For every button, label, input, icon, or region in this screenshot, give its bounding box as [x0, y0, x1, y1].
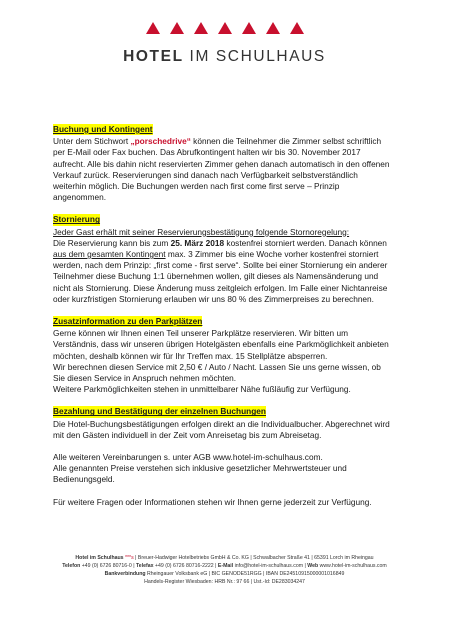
storno-t1: Die Reservierung kann bis zum — [53, 237, 171, 248]
triangle-icon — [170, 22, 184, 34]
footer-line-2 — [0, 562, 449, 570]
triangle-icon — [218, 22, 232, 34]
footer-line-1 — [0, 554, 449, 562]
buchung-t1: Unter dem Stichwort — [53, 136, 131, 147]
brand-name — [0, 48, 449, 66]
storno-t4: max. 3 Zimmer bis eine Woche vorher kostenfrei storniert werden, nach dem Prinzip: „first come - first serve“. Sollte bei einer Stornierung ein anderer Teilnehmer diese Buchung 1:1 übernehmen wollen, gilt dieses als Namensänderung und nicht als Stornierung. Diese Änderung muss zeitgleich erfolgen. Im Falle einer Nichtanreise oder kurzfristigen Stornierung erlauben wir uns 80 % des Zimmerpreises zu berechnen. — [53, 249, 388, 304]
section-parken — [53, 316, 393, 395]
triangle-icon — [194, 22, 208, 34]
tel-value: +49 (0) 6726 80716-0 | — [80, 563, 137, 569]
section-bezahlung — [53, 406, 393, 441]
hotel-logo — [0, 22, 449, 66]
brand-rest: IM SCHULHAUS — [183, 48, 326, 65]
section-closing — [53, 497, 393, 508]
buchung-text — [53, 136, 393, 203]
tel-label: Telefon — [62, 563, 81, 569]
footer-line-4: Handels-Register Wiesbaden: HRB Nr.: 97 66 | Ust.-Id: DE283034247 — [144, 579, 305, 585]
closing-text: Für weitere Fragen oder Informationen stehen wir Ihnen gerne jederzeit zur Verfügung. — [53, 496, 372, 507]
section-agb — [53, 452, 393, 486]
bank-label: Bankverbindung — [104, 571, 146, 577]
parken-p1: Gerne können wir Ihnen einen Teil unserer Parkplätze reservieren. Wir bitten um Verständnis, dass wir unseren übrigen Hotelgästen ebenfalls eine Parkmöglichkeit anbieten möchten, deshalb können wir für Ihr Treffen max. 15 Stellplätze absperren. — [53, 328, 389, 361]
brand-bold: HOTEL — [123, 48, 184, 65]
footer-stars: ***s — [125, 555, 134, 561]
bezahlung-p1: Die Hotel-Buchungsbestätigungen erfolgen direkt an die Individualbucher. Abgerechnet wird mit den Gästen individuell in der Zeit vom Anreisetag bis zum Abreisetag. — [53, 418, 390, 440]
web-label: Web — [307, 563, 319, 569]
footer-name: Hotel im Schulhaus — [75, 555, 124, 561]
storno-intro: Jeder Gast erhält mit seiner Reservierungsbestätigung folgende Stornoregelung: — [53, 226, 350, 237]
agb-p2: Alle genannten Preise verstehen sich inklusive gesetzlicher Mehrwertsteuer und Bedienungsgeld. — [53, 463, 347, 485]
parken-p3: Weitere Parkmöglichkeiten stehen in unmittelbarer Nähe fußläufig zur Verfügung. — [53, 384, 351, 395]
triangle-icon — [242, 22, 256, 34]
heading-storno: Stornierung — [53, 214, 101, 225]
section-buchung — [53, 124, 393, 203]
footer-line1-rest: | Breuer-Hadwiger Hotelbetriebs GmbH & Co. KG | Schwalbacher Straße 41 | 65391 Lorch im Rheingau — [133, 555, 374, 561]
triangle-icon — [146, 22, 160, 34]
fax-value: +49 (0) 6726 80716-2222 | — [153, 563, 218, 569]
storno-t3: aus dem gesamten Kontingent — [53, 249, 166, 260]
storno-date: 25. März 2018 — [170, 237, 225, 248]
section-storno — [53, 214, 393, 305]
keyword: „porschedrive“ — [130, 136, 191, 147]
footer — [0, 554, 449, 586]
storno-text — [53, 238, 393, 305]
heading-parken: Zusatzinformation zu den Parkplätzen — [53, 316, 203, 327]
storno-t2: kostenfrei storniert werden. Danach können — [224, 237, 387, 248]
web-value: www.hotel-im-schulhaus.com — [318, 563, 387, 569]
heading-bezahlung: Bezahlung und Bestätigung der einzelnen Buchungen — [53, 406, 266, 417]
buchung-t2: können die Teilnehmer die Zimmer selbst schriftlich per E-Mail oder Fax buchen. Das Abrufkontingent halten wir bis 30. November 2017 aufrecht. Alle bis dahin nicht reservierten Zimmer gehen danach automatisch in den offenen Verkauf zurück. Reservierungen sind danach nach Verfügbarkeit selbstverständlich weiterhin möglich. Die Buchungen werden nach first come first serve – Prinzip angenommen. — [53, 136, 390, 203]
heading-buchung: Buchung und Kontingent — [53, 124, 153, 134]
mail-label: E-Mail — [217, 563, 234, 569]
document-body — [53, 124, 393, 519]
bank-value: Rheingauer Volksbank eG | BIC GENODE51RGG | IBAN DE24510915000001016849 — [145, 571, 345, 577]
agb-p1: Alle weiteren Vereinbarungen s. unter AGB www.hotel-im-schulhaus.com. — [53, 452, 323, 463]
triangle-icon — [290, 22, 304, 34]
mail-value: info@hotel-im-schulhaus.com | — [233, 563, 308, 569]
triangle-icon — [266, 22, 280, 34]
parken-p2: Wir berechnen diesen Service mit 2,50 € / Auto / Nacht. Lassen Sie uns gerne wissen, ob Sie diesen Service in Anspruch nehmen möchten. — [53, 361, 381, 384]
footer-line-3 — [0, 570, 449, 578]
fax-label: Telefax — [136, 563, 154, 569]
logo-triangles — [0, 22, 449, 36]
